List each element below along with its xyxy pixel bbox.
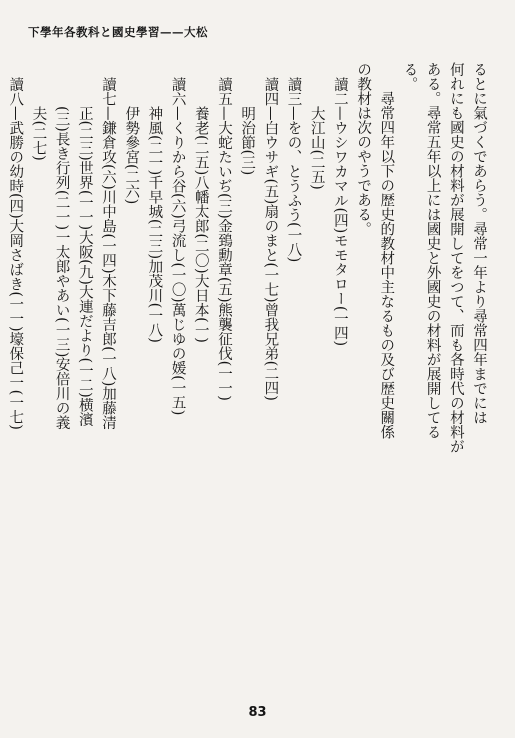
text-column: ある。尋常五年以上には國史と外國史の材料が展開してる: [424, 62, 441, 439]
text-column: 讀五—大蛇たいぢ(三)金鵄勳章(五)熊襲征伐(一一): [215, 76, 232, 401]
text-column: 大江山(二五): [308, 105, 325, 190]
text-column: 讀七—鎌倉攻(六)川中島(一四)木下藤吉郎(一八)加藤清: [100, 76, 116, 430]
text-column: 夫(二七): [30, 105, 47, 161]
text-column: 讀四—白ウサギ(五)扇のまと(一七)曾我兄弟(二四): [262, 76, 279, 401]
text-column: (三)長き行列(二一)一太郎やあい(一三)安倍川の義: [53, 105, 70, 430]
text-column: 何れにも國史の材料が展開してをつて、而も各時代の材料が: [447, 62, 464, 454]
text-column: 尋常四年以下の歴史的教材中主なるもの及び歴史關係: [378, 91, 395, 439]
page-number: 83: [248, 705, 267, 720]
text-column: 明治節(三): [239, 105, 256, 175]
text-column: 讀六—くりから谷(六)弓流し(一〇)萬じゆの媛(一五): [169, 76, 186, 415]
text-column: の教材は次のやうである。: [355, 62, 372, 236]
text-column: 讀三—をの、とうふう(一八): [285, 76, 302, 262]
text-column: 神風(二一)千早城(二三)加茂川(一八): [146, 105, 163, 343]
body-text: [7, 62, 490, 697]
text-column: 伊勢參宮(二六): [123, 105, 140, 204]
text-column: る。: [401, 62, 418, 91]
text-column: 養老(二五)八幡太郎(二〇)大日本(一): [192, 105, 209, 343]
running-header: 下學年各教科と國史學習——大松: [28, 25, 208, 39]
text-column: 讀二—ウシワカマル(四)モモタロー(一四): [331, 76, 348, 346]
text-column: 正(二三)世界(一一)大阪(九)大連だより(一二)横濱: [76, 105, 93, 427]
text-column: るとに氣づくであらう。尋常一年より尋常四年までには: [471, 62, 487, 425]
text-column: 讀八—武勝の幼時(四)大岡さばき(一一)壕保己一(一七): [7, 76, 24, 430]
